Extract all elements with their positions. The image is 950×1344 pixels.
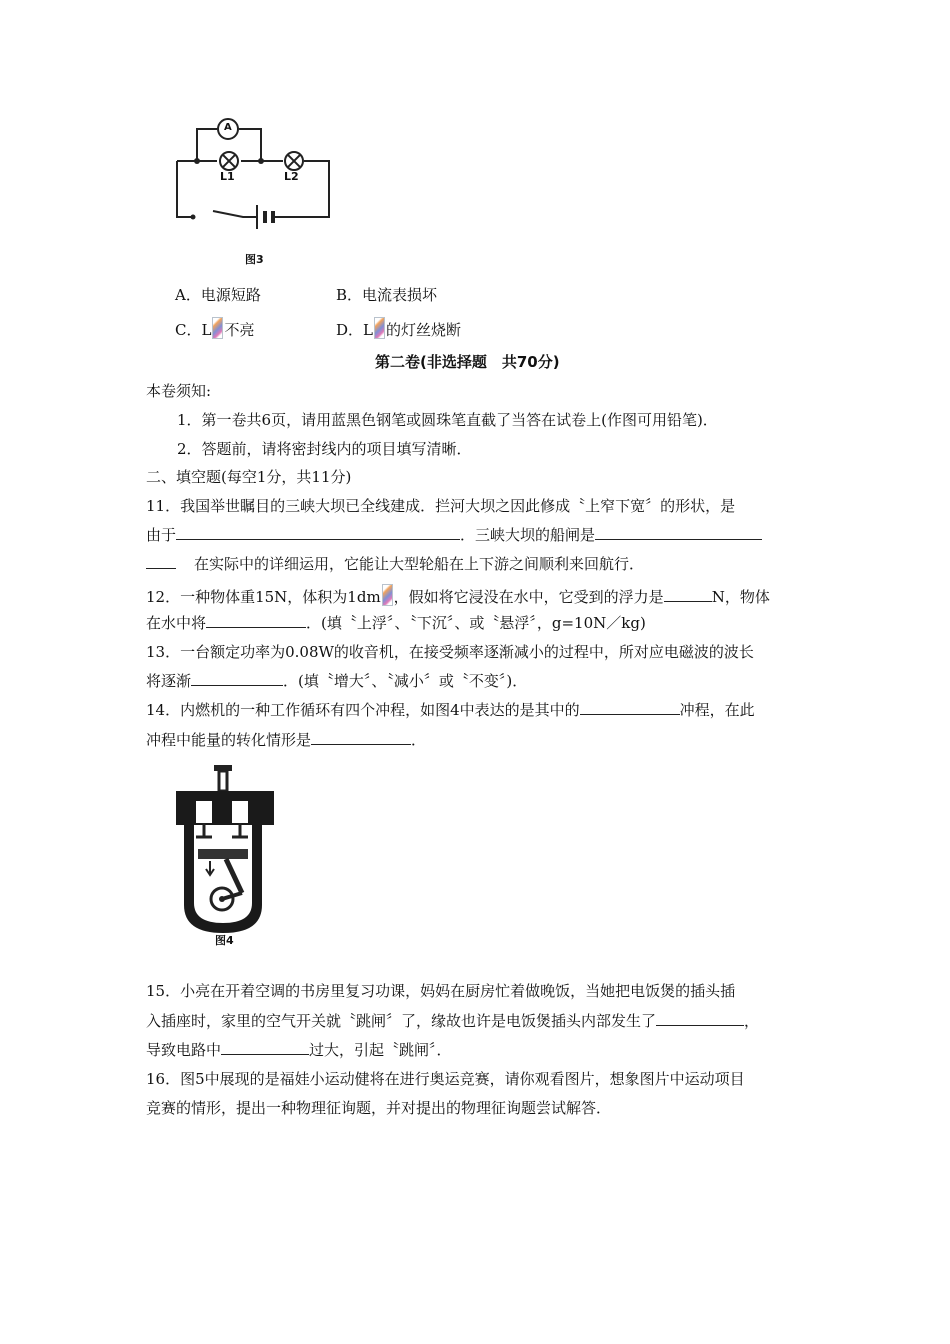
circuit-diagram-figure3	[165, 115, 345, 265]
q12-line1	[146, 584, 770, 607]
q12-line2-b: ．(填〝上浮〞、〝下沉〞、或〝悬浮〞，g=10N／kg)	[306, 614, 646, 632]
option-d-suffix: 的灯丝烧断	[386, 321, 462, 339]
q15-line2-b: ，	[744, 1012, 760, 1030]
ammeter-label: A	[224, 122, 232, 133]
answer-blank[interactable]	[206, 613, 306, 628]
q12-line1-b: ，假如将它浸没在水中，它受到的浮力是	[393, 588, 664, 606]
q11-line3-text: 在实际中的详细运用，它能让大型轮船在上下游之间顺利来回航行．	[194, 555, 645, 573]
q11-line3	[146, 554, 644, 574]
notice-title: 本卷须知:	[146, 382, 212, 400]
option-c-suffix: 不亮	[224, 321, 255, 339]
answer-blank[interactable]	[176, 525, 460, 540]
option-c-prefix: C．L	[175, 321, 212, 339]
q14-line1	[146, 700, 755, 720]
q12-line1-c: N，物体	[711, 588, 770, 606]
q12-line2-a: 在水中将	[146, 614, 207, 632]
q11-line2-a: 由于	[146, 526, 177, 544]
fill-section-title: 二、填空题(每空1分，共11分)	[146, 468, 352, 486]
answer-blank[interactable]	[191, 671, 283, 686]
q16-line1: 16．图5中展现的是福娃小运动健将在进行奥运竞赛，请你观看图片，想象图片中运动项目	[146, 1070, 745, 1088]
q12-line1-a: 12．一种物体重15N，体积为1dm	[146, 588, 381, 606]
notice-item-1: 1．第一卷共6页，请用蓝黑色钢笔或圆珠笔直截了当答在试卷上(作图可用铅笔)．	[177, 411, 718, 429]
engine-cylinder-figure4	[170, 765, 280, 935]
q14-line1-a: 14．内燃机的一种工作循环有四个冲程，如图4中表达的是其中的	[146, 701, 580, 719]
q11-line2	[146, 525, 762, 545]
bulb-l2-label: L2	[284, 170, 299, 183]
q14-line2-b: ．	[411, 731, 427, 749]
q15-line3	[146, 1040, 452, 1060]
answer-blank[interactable]	[664, 587, 712, 602]
q15-line2	[146, 1011, 759, 1031]
q15-line3-a: 导致电路中	[146, 1041, 222, 1059]
option-c	[175, 317, 254, 340]
option-b: B．电流表损坏	[336, 286, 438, 304]
answer-blank[interactable]	[595, 525, 762, 540]
bulb-l1-label: L1	[220, 170, 235, 183]
answer-blank[interactable]	[311, 730, 411, 745]
figure3-caption: 图3	[245, 253, 264, 266]
q12-line2	[146, 613, 646, 633]
q16-line2: 竞赛的情形，提出一种物理征询题，并对提出的物理征询题尝试解答．	[146, 1099, 612, 1117]
q13-line2	[146, 671, 527, 691]
q13-line1: 13．一台额定功率为0.08W的收音机，在接受频率逐渐减小的过程中，所对应电磁波的波长	[146, 643, 754, 661]
answer-blank[interactable]	[146, 554, 176, 569]
q13-line2-a: 将逐渐	[146, 672, 192, 690]
option-d	[336, 317, 461, 340]
answer-blank[interactable]	[656, 1011, 744, 1026]
q14-line2	[146, 730, 426, 750]
answer-blank[interactable]	[580, 700, 680, 715]
q11-line2-b: ．三峡大坝的船闸是	[460, 526, 596, 544]
notice-item-2: 2．答题前，请将密封线内的项目填写清晰．	[177, 440, 472, 458]
q15-line2-a: 入插座时，家里的空气开关就〝跳闸〞了，缘故也许是电饭煲插头内部发生了	[146, 1012, 657, 1030]
option-d-prefix: D．L	[336, 321, 373, 339]
answer-blank[interactable]	[221, 1040, 309, 1055]
option-a: A．电源短路	[175, 286, 261, 304]
q15-line3-b: 过大，引起〝跳闸〞．	[309, 1041, 452, 1059]
q15-line1: 15．小亮在开着空调的书房里复习功课，妈妈在厨房忙着做晚饭，当她把电饭煲的插头插	[146, 982, 736, 1000]
section2-title: 第二卷(非选择题 共70分)	[375, 353, 560, 371]
figure4-caption: 图4	[215, 934, 234, 947]
q14-line2-a: 冲程中能量的转化情形是	[146, 731, 312, 749]
q11-line1: 11．我国举世瞩目的三峡大坝已全线建成．拦河大坝之因此修成〝上窄下宽〞的形状，是	[146, 497, 736, 515]
broken-image-icon	[212, 317, 223, 339]
q14-line1-b: 冲程，在此	[679, 701, 755, 719]
q13-line2-b: ．(填〝增大〞、〝减小〞或〝不变〞)．	[283, 672, 528, 690]
broken-image-icon	[382, 584, 393, 606]
broken-image-icon	[374, 317, 385, 339]
